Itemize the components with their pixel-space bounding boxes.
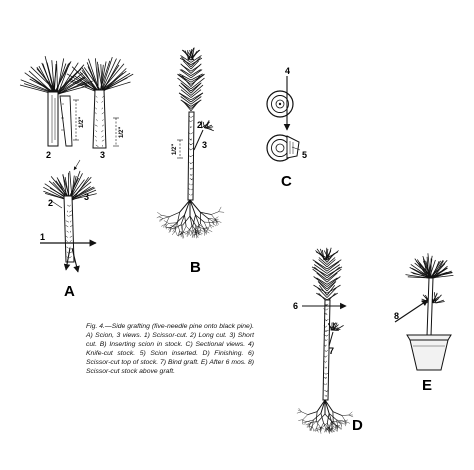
panel-a-top-left-scion (20, 56, 93, 146)
panel-label-d: D (352, 417, 363, 434)
figure-caption (86, 322, 254, 377)
panel-label-e: E (422, 377, 433, 394)
panel-b-stock-with-scion (157, 48, 224, 239)
callout-d-6: 6 (293, 301, 299, 311)
callout-e-8: 8 (394, 311, 400, 321)
panel-label-c: C (281, 173, 292, 190)
caption-text: —Side grafting (five-needle pine onto black pine). A) Scion, 3 views. 1) Scissor-cut. 2) Long cut. 3) Short cut. B) Inserting scion in stock. C) Sectional views. 4) Knife-cut stock. 5) Scion inserted. D) Finishing. 6) Scissor-cut top of stock. 7) Bind graft. E) After 6 mos. 8) Scissor-cut stock above graft. (86, 323, 254, 376)
panel-label-a: A (64, 283, 75, 300)
callout-b-2: 2 (197, 120, 203, 130)
callout-a-2-mid: 2 (48, 198, 54, 208)
dimension-a-left: 1/2" (79, 116, 85, 128)
callout-a-1: 1 (40, 232, 46, 242)
panel-c-sectional-views (267, 76, 300, 161)
panel-a-lower-scion (40, 160, 97, 272)
callout-c-5: 5 (302, 150, 308, 160)
panel-e-potted-graft (395, 253, 453, 370)
callout-b-3: 3 (202, 140, 208, 150)
panel-d-finished-graft (297, 248, 353, 434)
callout-a-2-top: 2 (46, 150, 52, 160)
caption-fig-number: Fig. 4. (86, 323, 105, 330)
callout-a-3-top: 3 (100, 150, 106, 160)
callout-c-4: 4 (285, 66, 291, 76)
dimension-a-right: 1/2" (119, 126, 125, 138)
dimension-b: 1/2" (172, 143, 178, 155)
panel-label-b: B (190, 259, 201, 276)
callout-a-3-mid: 3 (84, 192, 90, 202)
callout-d-7: 7 (329, 346, 335, 356)
